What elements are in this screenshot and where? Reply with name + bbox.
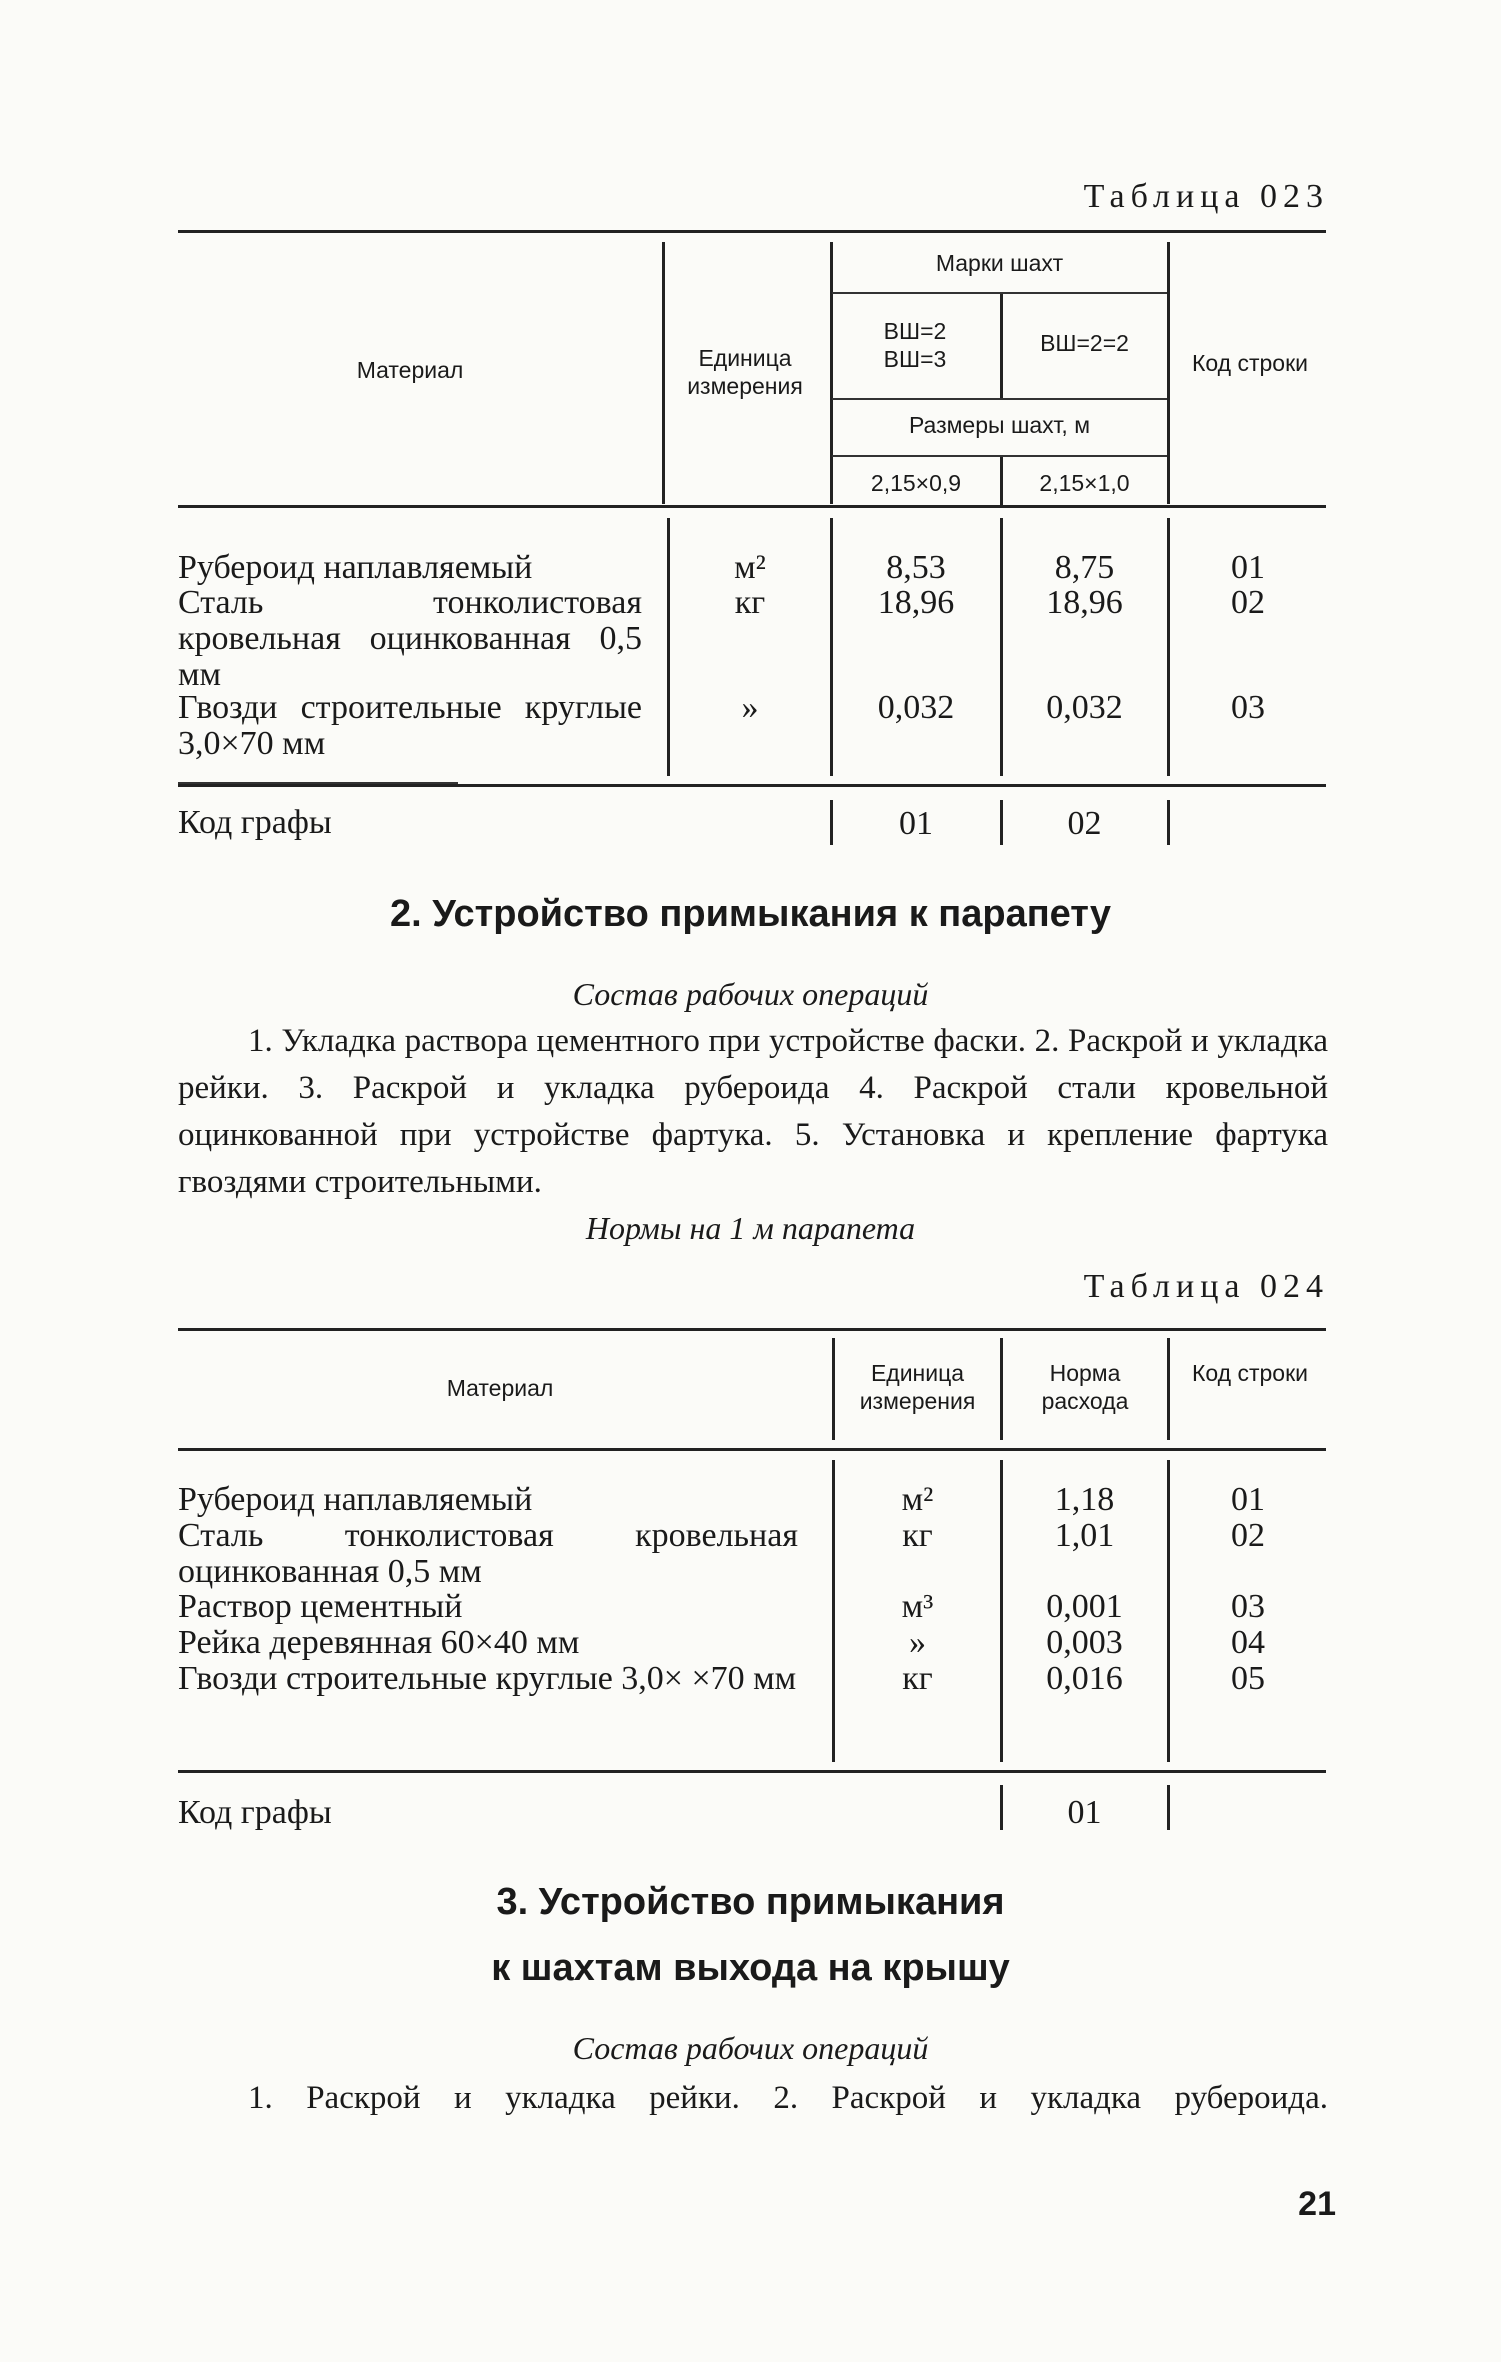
row-3-code: 03 xyxy=(1231,1588,1265,1625)
row-2-code: 02 xyxy=(1231,1517,1265,1554)
row-5-norm: 0,016 xyxy=(1046,1660,1123,1697)
header-material: Материал xyxy=(356,357,464,383)
section-3-text: 1. Раскрой и укладка рейки. 2. Раскрой и укладка рубероида. xyxy=(248,2080,1328,2116)
row-4-unit: » xyxy=(909,1624,926,1661)
header-unit: Единица измерения xyxy=(859,1360,976,1414)
header-code: Код строки xyxy=(1191,350,1309,376)
row-1-unit: м² xyxy=(901,1481,934,1518)
header-norm: Норма расхода xyxy=(1041,1360,1129,1414)
table-023-label: Таблица 023 xyxy=(1083,178,1329,215)
row-4-norm: 0,003 xyxy=(1046,1624,1123,1661)
row-2-unit: кг xyxy=(734,584,766,621)
section-3-title-line-2: к шахтам выхода на крышу xyxy=(491,1947,1010,1989)
row-1-material: Рубероид наплавляемый xyxy=(178,1481,533,1518)
header-mark-2: ВШ=2=2 xyxy=(1040,330,1129,356)
row-1-value-2: 8,75 xyxy=(1054,549,1115,586)
section-3-title-line-1: 3. Устройство примыкания xyxy=(496,1881,1005,1923)
row-3-code: 03 xyxy=(1231,689,1265,726)
section-2-title: 2. Устройство примыкания к парапету xyxy=(390,893,1111,935)
row-5-code: 05 xyxy=(1231,1660,1265,1697)
row-1-value-1: 8,53 xyxy=(886,549,946,586)
header-size-2: 2,15×1,0 xyxy=(1039,470,1130,496)
row-2-unit: кг xyxy=(902,1517,933,1554)
row-3-value-1: 0,032 xyxy=(877,689,955,726)
section-2-subtitle: Состав рабочих операций xyxy=(572,976,929,1012)
footer-col-1: 01 xyxy=(899,805,933,842)
footer-col-1: 01 xyxy=(1067,1794,1102,1831)
row-4-material: Рейка деревянная 60×40 мм xyxy=(178,1624,580,1661)
row-1-material: Рубероид наплавляемый xyxy=(178,549,533,586)
row-5-material: Гвозди строительные круглые 3,0× ×70 мм xyxy=(178,1660,797,1697)
row-4-code: 04 xyxy=(1231,1624,1265,1661)
row-1-unit: м² xyxy=(734,549,766,586)
row-2-code: 02 xyxy=(1231,584,1265,621)
row-3-unit: » xyxy=(741,689,759,726)
footer-label: Код графы xyxy=(178,1794,332,1831)
row-2-norm: 1,01 xyxy=(1054,1517,1115,1554)
header-material: Материал xyxy=(446,1375,554,1401)
row-2-value-2: 18,96 xyxy=(1046,584,1123,621)
page-number: 21 xyxy=(1298,2185,1336,2223)
header-unit: Единица измерения xyxy=(687,345,803,399)
header-sizes: Размеры шахт, м xyxy=(908,412,1091,438)
section-2-text: 1. Укладка раствора цементного при устройстве фаски. 2. Раскрой и укладка рейки. 3. Раскрой и укладка рубероида 4. Раскрой стали кровельной оцинкованной при устройстве фартука. 5. Установка и крепление фартука гвоздями строительными. xyxy=(178,1023,1328,1200)
row-3-norm: 0,001 xyxy=(1046,1588,1123,1625)
row-1-code: 01 xyxy=(1231,1481,1265,1518)
row-3-material: Гвозди строительные круглые 3,0×70 мм xyxy=(178,689,642,762)
header-code: Код строки xyxy=(1191,1360,1309,1386)
row-3-material: Раствор цементный xyxy=(178,1588,463,1625)
header-size-1: 2,15×0,9 xyxy=(870,470,962,496)
header-marks: Марки шахт xyxy=(935,250,1064,276)
row-5-unit: кг xyxy=(902,1660,933,1697)
footer-col-2: 02 xyxy=(1067,805,1102,842)
row-3-value-2: 0,032 xyxy=(1046,689,1123,726)
row-2-material: Сталь тонколистовая кровельная оцинкованная 0,5 мм xyxy=(178,584,642,693)
section-3-subtitle: Состав рабочих операций xyxy=(572,2030,929,2066)
row-1-norm: 1,18 xyxy=(1054,1481,1115,1518)
footer-label: Код графы xyxy=(178,804,332,841)
row-2-material: Сталь тонколистовая кровельная оцинкованная 0,5 мм xyxy=(178,1517,798,1590)
row-1-code: 01 xyxy=(1231,549,1265,586)
row-3-unit: м³ xyxy=(901,1588,934,1625)
norms-caption: Нормы на 1 м парапета xyxy=(585,1210,916,1246)
header-mark-1: ВШ=2 ВШ=3 xyxy=(883,318,947,372)
row-2-value-1: 18,96 xyxy=(877,584,955,621)
table-024-label: Таблица 024 xyxy=(1083,1268,1329,1305)
